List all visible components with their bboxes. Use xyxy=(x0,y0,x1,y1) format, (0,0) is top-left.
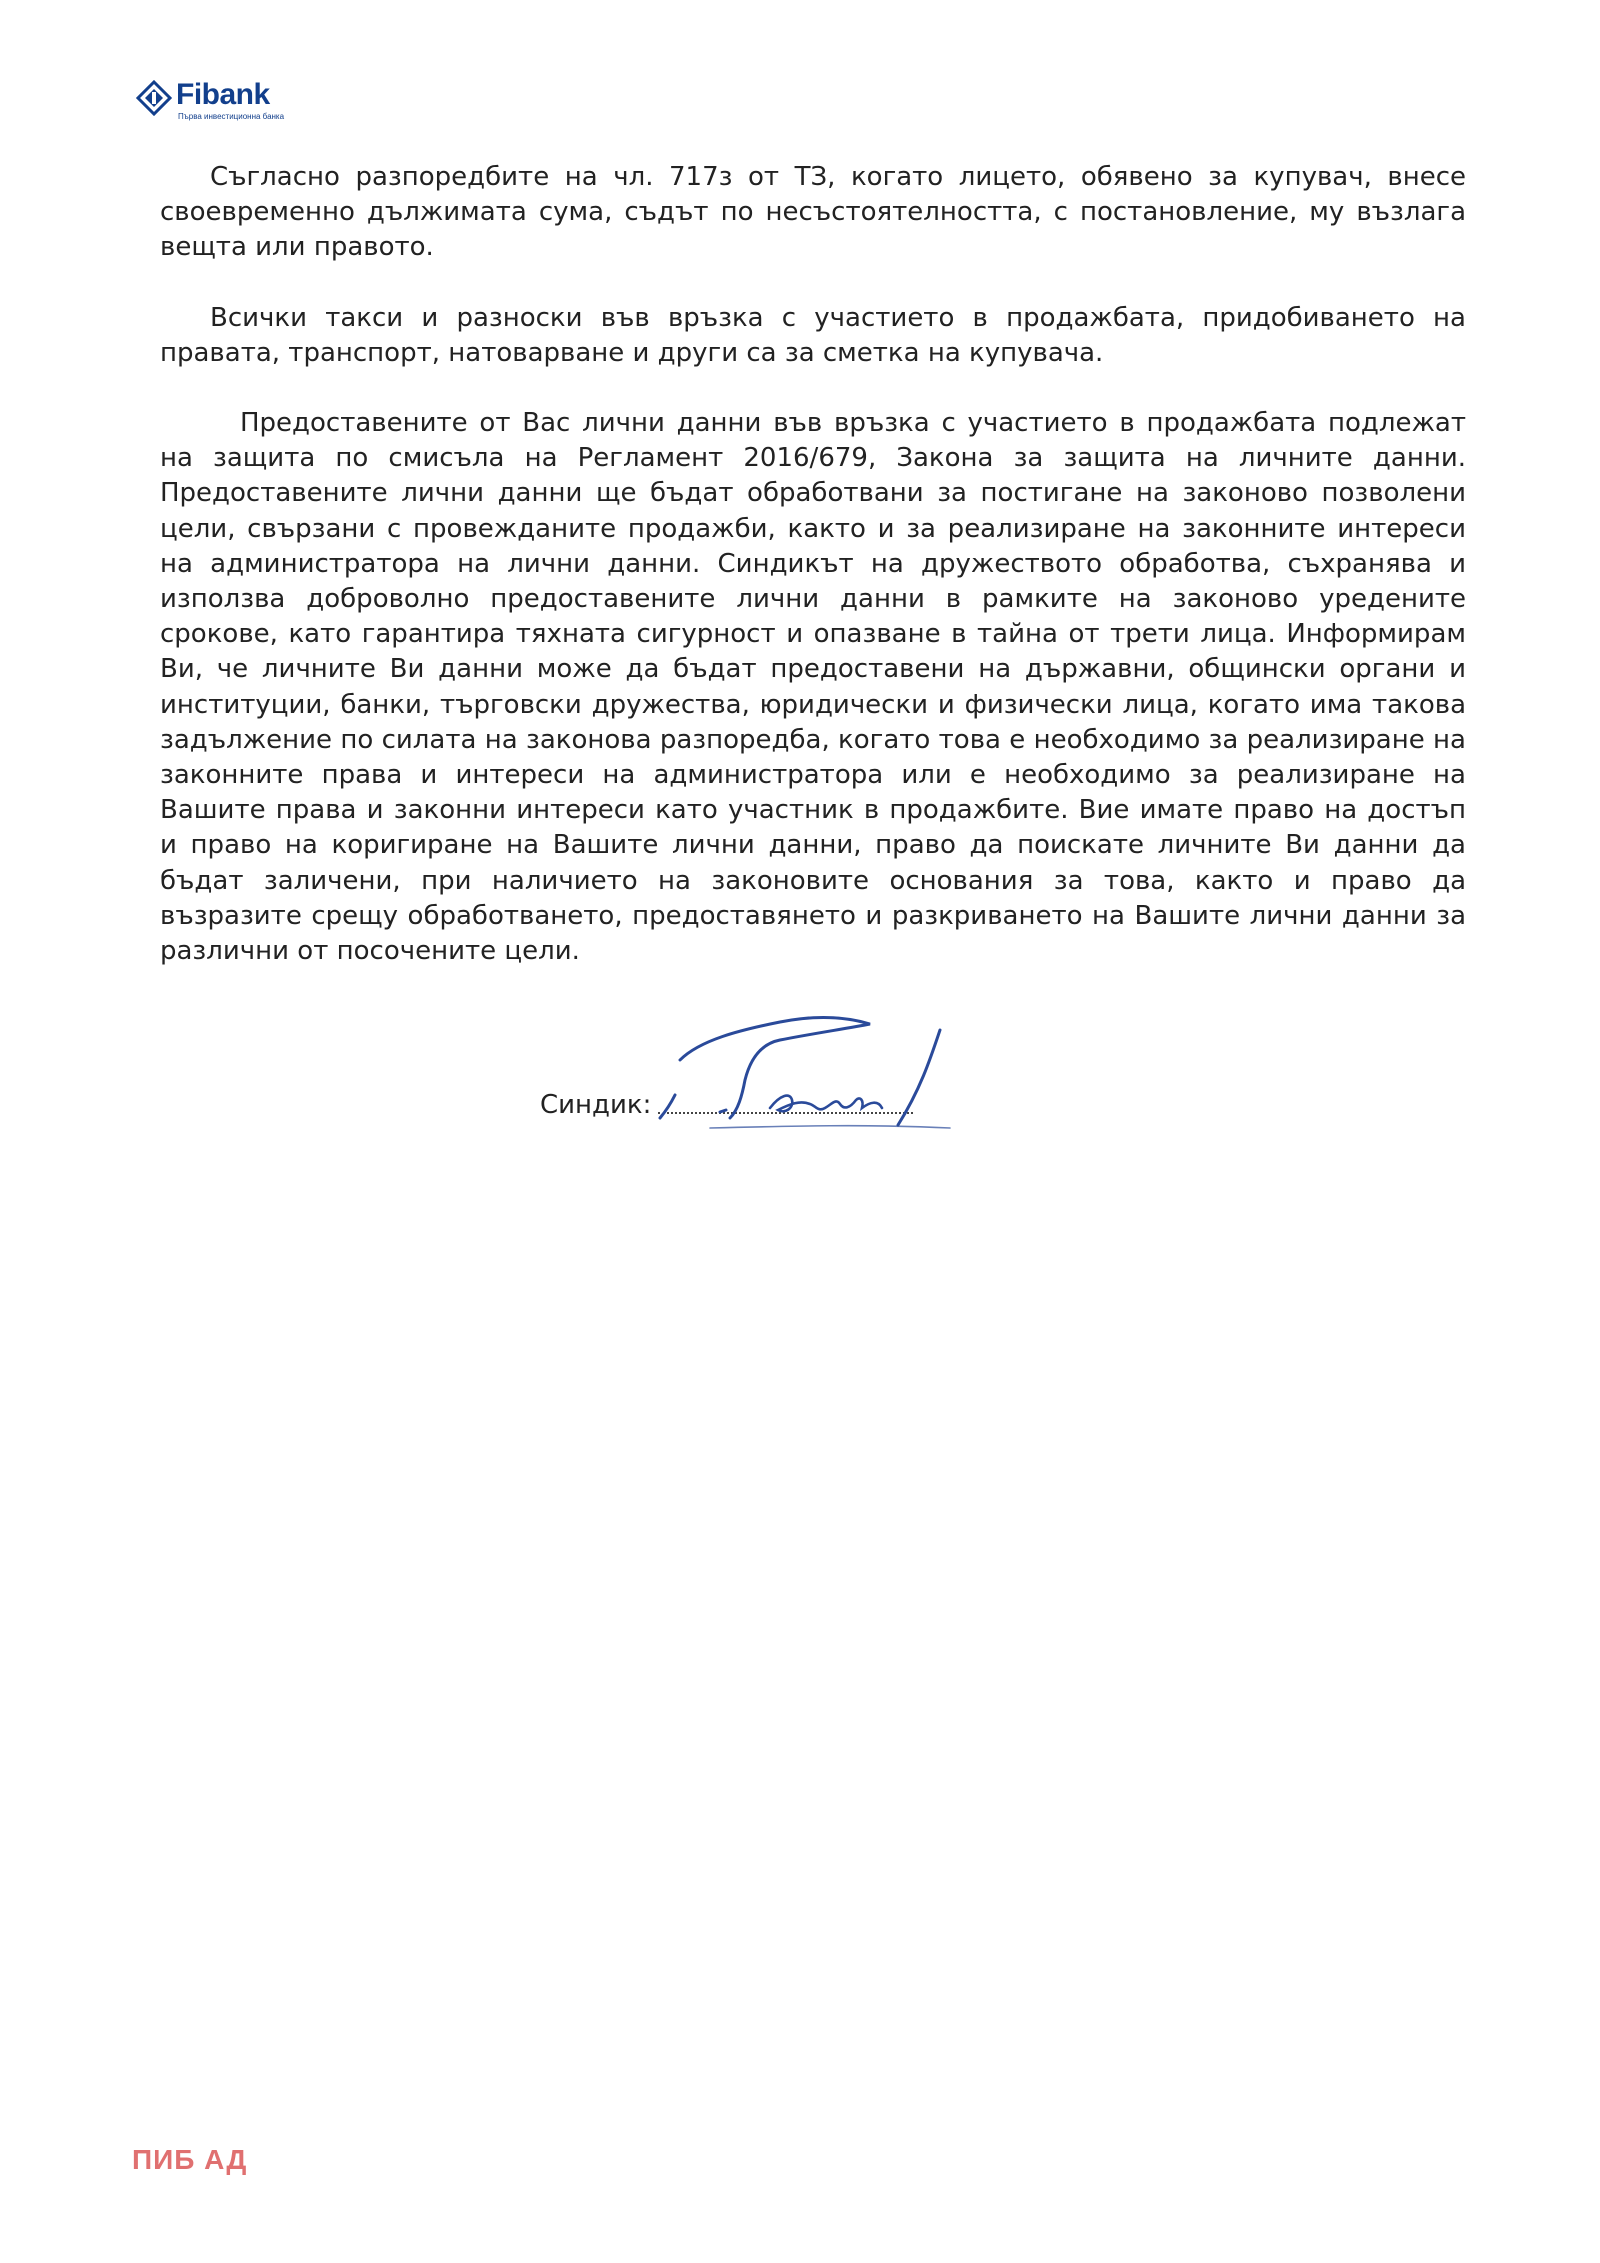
fibank-logo xyxy=(136,78,316,124)
paragraph-fees: Всички такси и разноски във връзка с участието в продажбата, придобиването на правата, транспорт, натоварване и други са за сметка на купувача. xyxy=(160,302,1466,368)
footer-stamp: ПИБ АД xyxy=(132,2144,248,2175)
logo-name: Fibank xyxy=(176,78,270,111)
document-body xyxy=(160,160,1466,969)
fibank-diamond-icon xyxy=(136,80,172,116)
signature-block xyxy=(540,1000,1060,1150)
paragraph-award: Съгласно разпоредбите на чл. 717з от ТЗ, когато лицето, обявено за купувач, внесе своевременно дължимата сума, съдът по несъстоятелността, с постановление, му възлага вещта или правото. xyxy=(160,162,1466,263)
handwritten-signature-icon xyxy=(650,1000,1030,1150)
signature-label: Синдик: xyxy=(540,1090,652,1120)
paragraph-personal-data: Предоставените от Вас лични данни във връзка с участието в продажбата подлежат на защита по смисъла на Регламент 2016/679, Закона за защита на личните данни. Предоставените лични данни ще бъдат обработвани за постигане на законово позволени цели, свързани с провежданите продажби, както и за реализиране на законните интереси на администратора на лични данни. Синдикът на дружеството обработва, съхранява и използва доброволно предоставените лични данни в рамките на законово уредените срокове, като гарантира тяхната сигурност и опазване в тайна от трети лица. Информирам Ви, че личните Ви данни може да бъдат предоставени на държавни, общински органи и институции, банки, търговски дружества, юридически и физически лица, когато има такова задължение по силата на законова разпоредба, когато това е необходимо за реализиране на законните права и интереси на администратора или е необходимо за реализиране на Вашите права и законни интереси като участник в продажбите. Вие имате право на достъп и право на коригиране на Вашите лични данни, право да поискате личните Ви данни да бъдат заличени, при наличието на законовите основания за това, както и право да възразите срещу обработването, предоставянето и разкриването на Вашите лични данни за различни от посочените цели. xyxy=(160,408,1466,967)
logo-tagline: Първа инвестиционна банка xyxy=(178,112,285,121)
